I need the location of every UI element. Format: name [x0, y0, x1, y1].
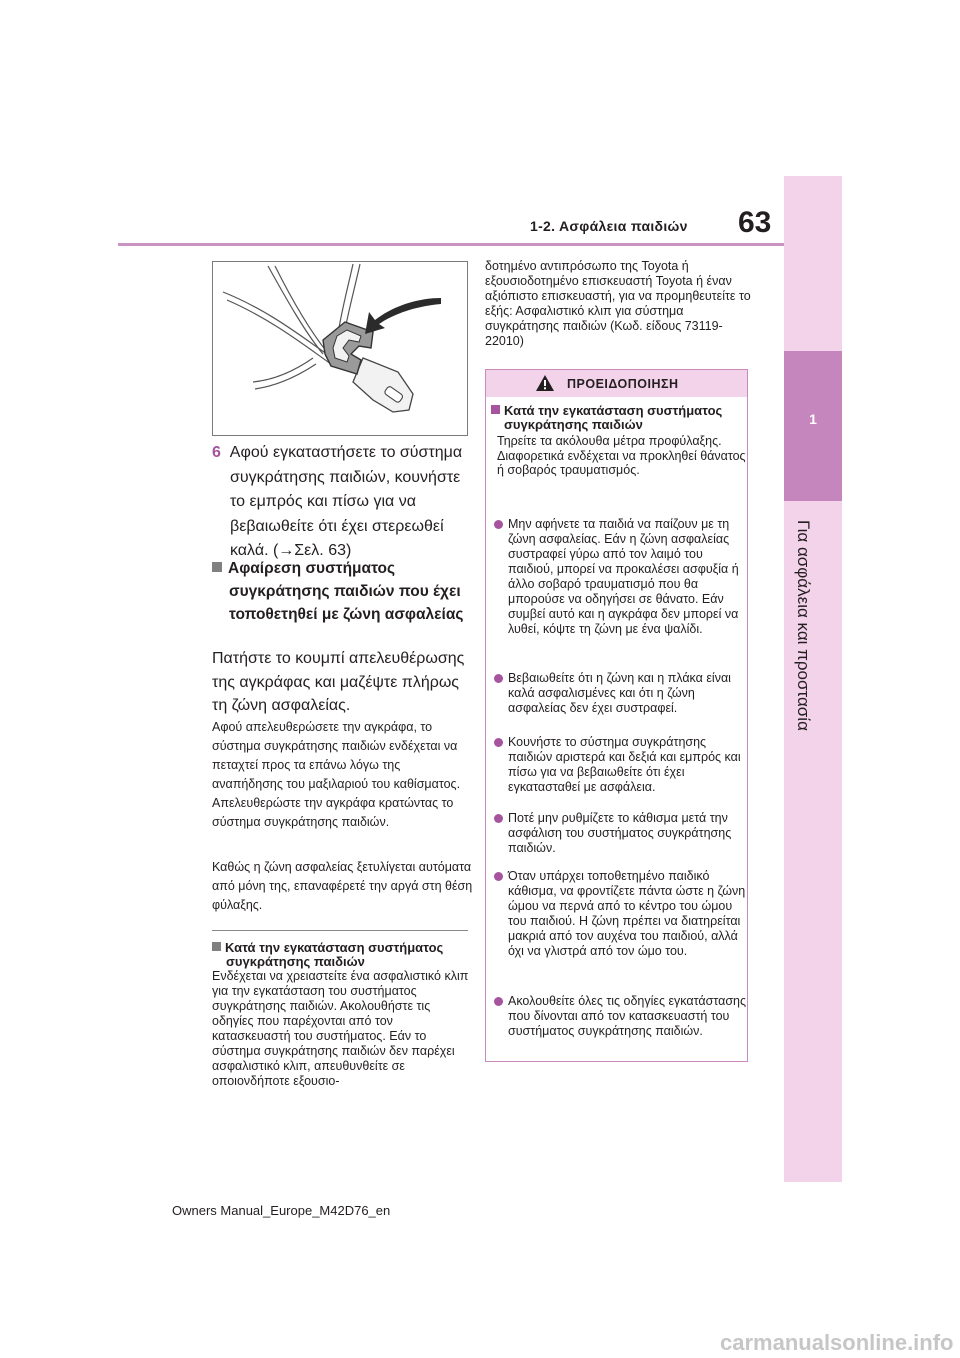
removal-heading-text: Αφαίρεση συστήματος συγκράτησης παιδιών που έχει τοποθετηθεί με ζώνη ασφαλείας [228, 560, 464, 623]
round-bullet-icon [494, 738, 503, 747]
seatbelt-buckle-illustration [212, 261, 468, 436]
warning-triangle-icon [535, 374, 555, 392]
warning-bullet-text: Ακολουθείτε όλες τις οδηγίες εγκατάστασης που δίνονται από τον κατασκευαστή του συστήματος συγκράτησης παιδιών. [508, 994, 747, 1038]
warning-bullet-text: Μην αφήνετε τα παιδιά να παίζουν με τη ζώνη ασφαλείας. Εάν η ζώνη ασφαλείας συστραφεί γύρω από τον λαιμό του παιδιού, μπορεί να προκαλέσει ασφυξία ή άλλο σοβαρό τραυματισμό που θα μπορούσε να οδηγήσει σε θάνατο. Εάν συμβεί αυτό και η αγκράφα δεν μπορεί να λυθεί, κόψτε τη ζώνη με ένα ψαλίδι. [508, 517, 739, 636]
round-bullet-icon [494, 674, 503, 683]
warning-bullet-text: Ποτέ μην ρυθμίζετε το κάθισμα μετά την ασφάλιση του συστήματος συγκράτησης παιδιών. [508, 811, 732, 855]
section-divider [212, 930, 468, 931]
installation-heading [212, 941, 474, 969]
step-text: Αφού εγκαταστήσετε το σύστημα συγκράτησης παιδιών, κουνήστε το εμπρός και πίσω για να βεβαιωθείτε ότι έχει στερεωθεί καλά. (→Σελ. 63) [229, 444, 463, 559]
removal-heading [212, 557, 474, 626]
section-title: 1-2. Ασφάλεια παιδιών [530, 218, 688, 234]
warning-bullet-text: Κουνήστε το σύστημα συγκράτησης παιδιών αριστερά και δεξιά και εμπρός και πίσω για να βεβαιωθείτε ότι έχει εγκατασταθεί με ασφάλεια. [508, 735, 741, 794]
round-bullet-icon [494, 520, 503, 529]
round-bullet-icon [494, 814, 503, 823]
round-bullet-icon [494, 872, 503, 881]
footer-document-id: Owners Manual_Europe_M42D76_en [172, 1203, 391, 1218]
watermark: carmanualsonline.info [720, 1330, 954, 1355]
warning-bullet-2 [494, 671, 748, 716]
warning-bullet-6 [494, 994, 748, 1039]
chapter-number: 1 [809, 411, 817, 427]
chapter-title: Για ασφάλεια και προστασία [794, 520, 813, 731]
removal-note-2: Καθώς η ζώνη ασφαλείας ξετυλίγεται αυτόματα από μόνη της, επαναφέρετέ την αργά στη θέση φύλαξης. [212, 860, 473, 912]
warning-bullet-text: Όταν υπάρχει τοποθετημένο παιδικό κάθισμα, να φροντίζετε πάντα ώστε η ζώνη ώμου να περνά από το κέντρο του ώμου του παιδιού. Η ζώνη πρέπει να διατηρείται μακριά από τον αυχένα του παιδιού, αλλά όχι να γλιστρά από τον ώμο του. [508, 869, 746, 958]
warning-heading [491, 404, 746, 432]
installation-heading-text: Κατά την εγκατάσταση συστήματος συγκράτησης παιδιών [225, 940, 444, 969]
warning-bullet-3 [494, 735, 748, 795]
warning-bullet-1 [494, 517, 748, 637]
removal-note-1: Αφού απελευθερώσετε την αγκράφα, το σύστημα συγκράτησης παιδιών ενδέχεται να πεταχτεί προς τα επάνω λόγω της αναπήδησης του μαξιλαριού του καθίσματος. Απελευθερώστε την αγκράφα κρατώντας το σύστημα συγκράτησης παιδιών. [212, 720, 461, 829]
warning-bullet-text: Βεβαιωθείτε ότι η ζώνη και η πλάκα είναι καλά ασφαλισμένες και ότι η ζώνη ασφαλείας δεν έχει συστραφεί. [508, 671, 731, 715]
header-rule [118, 243, 784, 246]
installation-body: Ενδέχεται να χρειαστείτε ένα ασφαλιστικό κλιπ για την εγκατάσταση του συστήματος συγκράτησης παιδιών. Ακολουθήστε τις οδηγίες που παρέχονται από τον κατασκευαστή του συστήματος. Εάν το σύστημα συγκράτησης παιδιών δεν παρέχει ασφαλιστικό κλιπ, απευθυνθείτε σε οποιονδήποτε εξουσιο- [212, 969, 469, 1088]
square-bullet-icon [212, 942, 221, 951]
warning-title: ΠΡΟΕΙΔΟΠΟΙΗΣΗ [567, 377, 679, 391]
warning-heading-text: Κατά την εγκατάσταση συστήματος συγκράτησης παιδιών [504, 403, 723, 432]
square-bullet-icon [212, 562, 222, 572]
removal-instruction: Πατήστε το κουμπί απελευθέρωσης της αγκράφας και μαζέψτε πλήρως τη ζώνη ασφαλείας. [212, 650, 465, 714]
warning-intro: Τηρείτε τα ακόλουθα μέτρα προφύλαξης. Διαφορετικά ενδέχεται να προκληθεί θάνατος ή σοβαρός τραυματισμός. [497, 434, 746, 478]
round-bullet-icon [494, 997, 503, 1006]
continued-paragraph: δοτημένο αντιπρόσωπο της Toyota ή εξουσιοδοτημένο επισκευαστή Toyota ή έναν αξιόπιστο επισκευαστή, για να προμηθευτείτε το εξής: Ασφαλιστικό κλιπ για σύστημα συγκράτησης παιδιών (Κωδ. είδους 73119-22010) [485, 259, 751, 348]
square-bullet-icon [491, 405, 500, 414]
warning-bullet-4 [494, 811, 748, 856]
step-number: 6 [212, 444, 221, 461]
page-number: 63 [738, 206, 772, 239]
step-6 [212, 441, 474, 564]
warning-bullet-5 [494, 869, 748, 959]
